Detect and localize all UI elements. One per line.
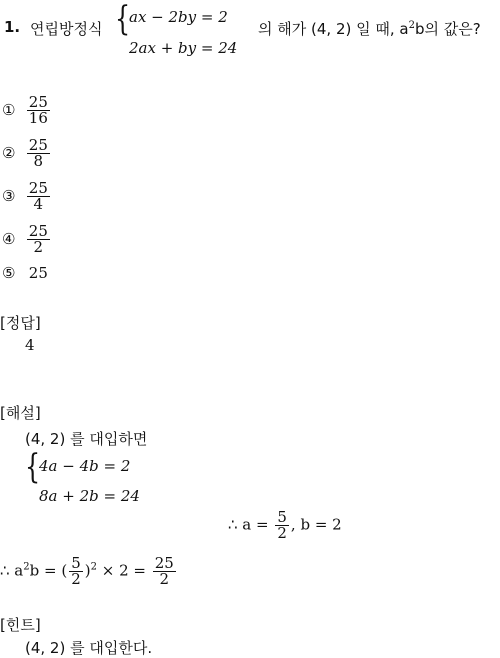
denominator: 2 — [33, 238, 44, 256]
final-times: × 2 = — [96, 561, 146, 580]
choice-1[interactable] — [2, 95, 52, 126]
explanation-line-1: (4, 2) 를 대입하면 — [25, 430, 148, 448]
denominator: 4 — [33, 195, 44, 213]
left-brace: { — [115, 0, 131, 39]
question-suffix — [258, 18, 481, 39]
numerator: 25 — [28, 179, 48, 197]
choice-fraction — [27, 181, 50, 212]
result-fraction — [275, 510, 289, 541]
choice-marker: ④ — [2, 229, 16, 248]
explanation-result — [228, 510, 342, 541]
denominator: 2 — [159, 570, 170, 588]
numerator: 5 — [277, 508, 287, 526]
choice-4[interactable] — [2, 224, 52, 255]
question-equation-system — [115, 2, 245, 62]
left-brace: { — [25, 447, 41, 487]
question-suffix-end: b의 값은? — [414, 20, 481, 38]
denominator: 2 — [71, 570, 81, 588]
denominator: 2 — [277, 524, 287, 542]
result-suffix: , b = 2 — [290, 515, 342, 534]
choice-2[interactable] — [2, 138, 52, 169]
final-fraction-2 — [153, 556, 176, 587]
final-close-paren: ) — [84, 561, 91, 580]
choice-marker: ① — [2, 100, 16, 119]
numerator: 25 — [28, 136, 48, 154]
explanation-final — [0, 556, 178, 587]
final-exponent-2: 2 — [90, 561, 97, 573]
denominator: 16 — [28, 109, 48, 127]
final-exponent: 2 — [23, 561, 30, 573]
question-suffix-text: 의 해가 (4, 2) 일 때, a — [258, 20, 409, 38]
denominator: 8 — [33, 152, 44, 170]
system-equation-2: 2ax + by = 24 — [129, 39, 238, 57]
numerator: 25 — [154, 554, 174, 572]
numerator: 5 — [71, 554, 81, 572]
choice-fraction — [27, 95, 50, 126]
question-prefix: 연립방정식 — [30, 20, 103, 38]
hint-text: (4, 2) 를 대입한다. — [25, 639, 153, 657]
final-fraction-1 — [69, 556, 83, 587]
final-mid: b = ( — [29, 561, 68, 580]
choice-value: 25 — [28, 264, 48, 282]
result-prefix: ∴ a = — [228, 515, 269, 534]
choice-marker: ⑤ — [2, 264, 16, 282]
question-exponent: 2 — [408, 20, 415, 31]
choice-3[interactable] — [2, 181, 52, 212]
explanation-equation-system — [25, 447, 165, 512]
numerator: 25 — [28, 93, 48, 111]
system-equation-1: 4a − 4b = 2 — [39, 457, 131, 475]
answer-header: [정답] — [0, 314, 41, 332]
system-equation-1: ax − 2by = 2 — [129, 8, 228, 26]
choice-fraction — [27, 138, 50, 169]
choice-marker: ② — [2, 143, 16, 162]
question-number: 1. — [4, 18, 21, 36]
numerator: 25 — [28, 222, 48, 240]
choice-marker: ③ — [2, 186, 16, 205]
system-equation-2: 8a + 2b = 24 — [39, 487, 140, 505]
hint-header: [힌트] — [0, 616, 41, 634]
choice-fraction — [27, 224, 50, 255]
choice-5[interactable] — [2, 264, 48, 282]
explanation-header: [해설] — [0, 404, 41, 422]
final-prefix: ∴ a — [0, 561, 24, 580]
answer-value: 4 — [25, 336, 35, 354]
